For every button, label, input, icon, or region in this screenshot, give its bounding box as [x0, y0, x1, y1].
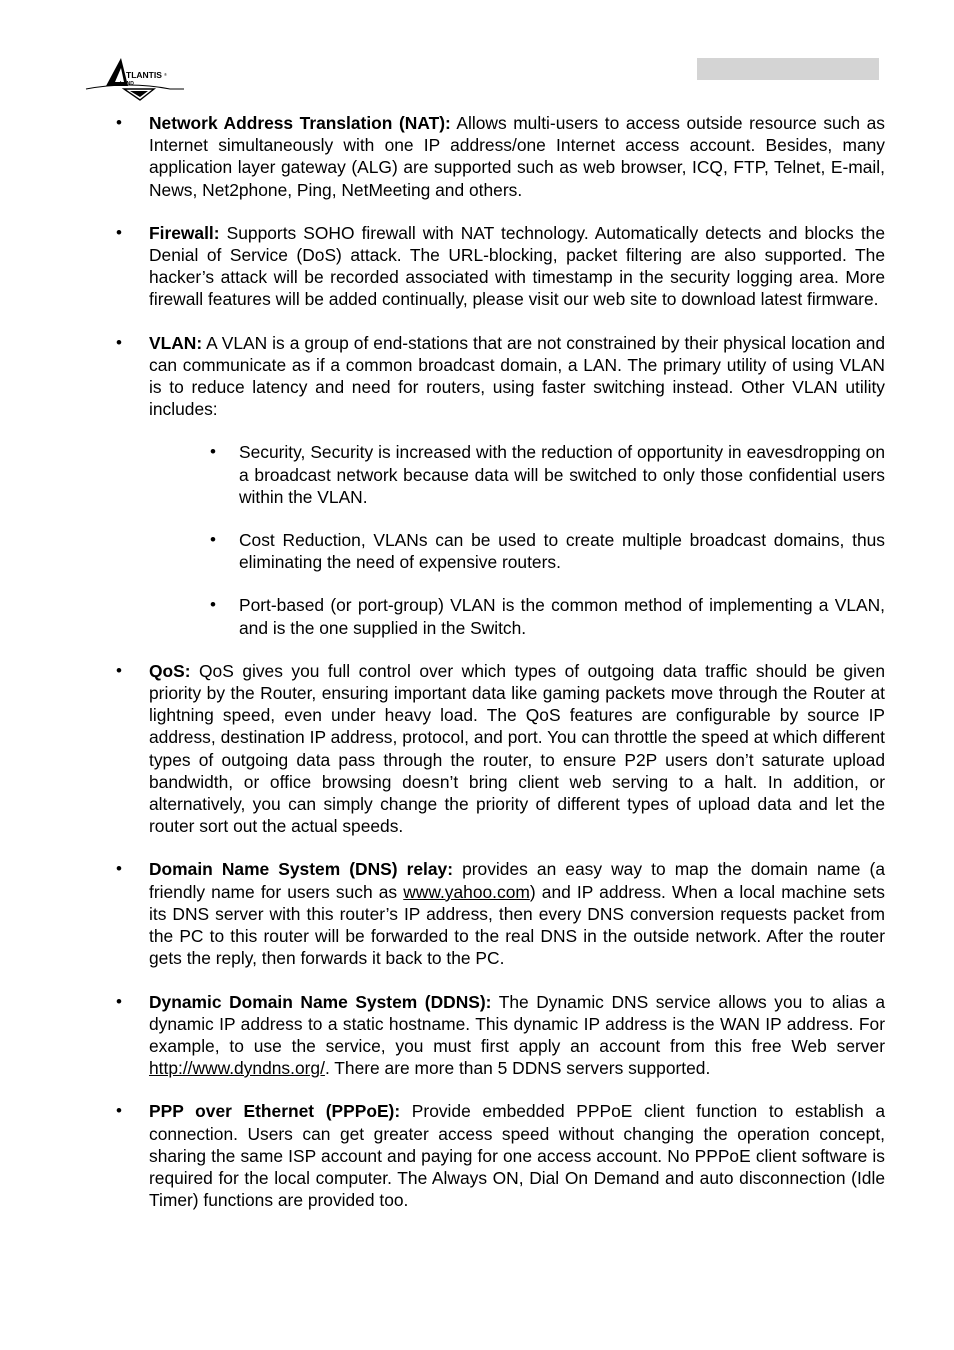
feature-description: QoS gives you full control over which types of outgoing data traffic should be given priority by the Router, ensuring important data like gaming packets move through the Router at lightning speed, even under heavy load. The QoS features are configurable by source IP address, destination IP address, protocol, and port. You can throttle the speed at which different types of outgoing data pass through the router, to ensure P2P users don’t saturate upload bandwidth, or office browsing doesn’t bring client web serving to a halt. In addition, or alternatively, you can simply change the priority of different types of upload data and let the router sort out the actual speeds. [149, 660, 885, 837]
feature-description: provides an easy way to map the domain name (a friendly name for users such as [149, 859, 885, 902]
feature-title: QoS: [149, 660, 191, 681]
subitem-text: Security, Security is increased with the reduction of opportunity in eavesdropping on a broadcast network because data will be switched to only those confidential users within the VLAN. [239, 442, 885, 507]
page-content [116, 112, 885, 1232]
vlan-utility-list [149, 441, 885, 638]
svg-text:TLANTIS: TLANTIS [126, 70, 162, 80]
feature-nat-text [149, 112, 885, 201]
feature-list [116, 112, 885, 1211]
feature-vlan-text [149, 332, 885, 421]
bullet-icon: • [116, 332, 122, 352]
bullet-icon: • [116, 113, 122, 132]
logo-wordmark [120, 70, 167, 87]
feature-description-cont: ) and IP address. When a local machine sets its DNS server with this router’s IP address, then every DNS conversion requests packet from the PC to this router will be forwarded to the real DNS in the outside network. After the router gets the reply, then forwards it back to the PC. [149, 881, 885, 969]
subitem-text: Cost Reduction, VLANs can be used to create multiple broadcast domains, thus eliminating the need of expensive routers. [239, 530, 885, 573]
subitem-text: Port-based (or port-group) VLAN is the common method of implementing a VLAN, and is the one supplied in the Switch. [239, 595, 885, 638]
atlantis-land-logo [84, 56, 194, 104]
bullet-icon: • [116, 991, 122, 1011]
feature-description: A VLAN is a group of end-stations that are not constrained by their physical location and can communicate as if a common broadcast domain, a LAN. The primary utility of using VLAN is to reduce latency and need for routers, using faster switching instead. Other VLAN utility includes: [149, 332, 885, 420]
feature-item-pppoe [116, 1100, 885, 1211]
feature-description-cont: . There are more than 5 DDNS servers supported. [324, 1058, 711, 1079]
yahoo-link[interactable]: www.yahoo.com [403, 881, 530, 902]
feature-item-nat [116, 112, 885, 201]
svg-text:LAND: LAND [120, 81, 134, 87]
feature-item-dns-relay [116, 858, 885, 969]
vlan-subitem-security [149, 441, 885, 508]
feature-description: Provide embedded PPPoE client function to establish a connection. Users can get greater access speed without changing the operation concept, sharing the same ISP account and paying for one access account. No PPPoE client software is required for the local computer. The Always ON, Dial On Demand and auto disconnection (Idle Timer) functions are provided too. [149, 1101, 885, 1211]
feature-title: Network Address Translation (NAT): [149, 113, 451, 133]
feature-title: PPP over Ethernet (PPPoE): [149, 1101, 401, 1122]
feature-description: Allows multi-users to access outside resource such as Internet simultaneously with one IP address/one Internet access account. Besides, many application layer gateway (ALG) are supported such as web browser, ICQ, FTP, Telnet, E-mail, News, Net2phone, Ping, NetMeeting and others. [149, 113, 885, 200]
feature-description: The Dynamic DNS service allows you to alias a dynamic IP address to a static hostname. This dynamic IP address is the WAN IP address. For example, to use the service, you must first apply an account from this free Web server [149, 991, 885, 1056]
feature-qos-text [149, 660, 885, 838]
sub-bullet-icon: • [210, 595, 216, 615]
feature-description: Supports SOHO firewall with NAT technology. Automatically detects and blocks the Denial of Service (DoS) attack. The URL-blocking, packet filtering are also supported. The hacker’s attack will be recorded associated with timestamp in the security logging area. More firewall features will be added continually, please visit our web site to download latest firmware. [149, 222, 885, 310]
feature-item-firewall [116, 222, 885, 311]
feature-dns-text [149, 858, 885, 969]
feature-title: Dynamic Domain Name System (DDNS): [149, 991, 492, 1012]
feature-item-ddns [116, 991, 885, 1080]
feature-title: VLAN: [149, 332, 203, 353]
feature-item-vlan [116, 332, 885, 639]
feature-title: Firewall: [149, 222, 220, 243]
feature-ddns-text [149, 991, 885, 1080]
bullet-icon: • [116, 660, 122, 680]
feature-pppoe-text [149, 1100, 885, 1211]
feature-item-qos [116, 660, 885, 838]
sub-bullet-icon: • [210, 530, 216, 550]
sub-bullet-icon: • [210, 442, 216, 462]
feature-title: Domain Name System (DNS) relay: [149, 859, 454, 880]
bullet-icon: • [116, 1101, 122, 1121]
header-bar [697, 58, 879, 80]
bullet-icon: • [116, 859, 122, 879]
vlan-subitem-cost-reduction [149, 529, 885, 573]
vlan-subitem-port-based [149, 594, 885, 638]
feature-firewall-text [149, 222, 885, 311]
svg-text:®: ® [164, 72, 167, 77]
bullet-icon: • [116, 222, 122, 242]
dyndns-link[interactable]: http://www.dyndns.org/ [149, 1058, 325, 1079]
